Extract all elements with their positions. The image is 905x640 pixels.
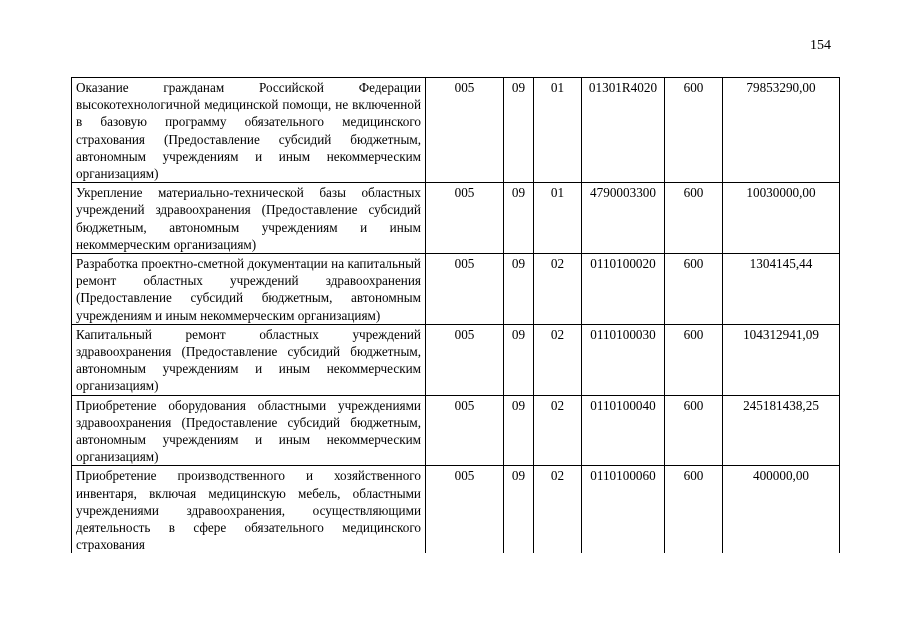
row-section-code: 09 [504, 254, 534, 325]
row-subsection-code: 02 [534, 466, 582, 554]
page-number: 154 [810, 38, 831, 53]
row-amount: 1304145,44 [723, 254, 840, 325]
row-description: Разработка проектно-сметной документации на капитальный ремонт областных учреждений здравоохранения (Предоставление субсидий бюджетным, автономным учреждениям и иным некоммерческим организациям) [72, 254, 426, 325]
row-expense-type: 600 [665, 324, 723, 395]
table-row [72, 78, 840, 183]
row-target-article: 0110100060 [582, 466, 665, 554]
table-row [72, 183, 840, 254]
row-target-article: 0110100040 [582, 395, 665, 466]
row-expense-type: 600 [665, 395, 723, 466]
row-description: Укрепление материально-технической базы областных учреждений здравоохранения (Предоставление субсидий бюджетным, автономным учреждениям и иным некоммерческим организациям) [72, 183, 426, 254]
row-amount: 104312941,09 [723, 324, 840, 395]
row-expense-type: 600 [665, 183, 723, 254]
row-subsection-code: 01 [534, 183, 582, 254]
row-amount: 79853290,00 [723, 78, 840, 183]
row-target-article: 0110100020 [582, 254, 665, 325]
row-amount: 245181438,25 [723, 395, 840, 466]
row-expense-type: 600 [665, 78, 723, 183]
table-row [72, 466, 840, 554]
row-section-code: 09 [504, 183, 534, 254]
table-row [72, 395, 840, 466]
row-amount: 10030000,00 [723, 183, 840, 254]
table-row [72, 254, 840, 325]
table-row [72, 324, 840, 395]
row-section-code: 09 [504, 324, 534, 395]
row-subsection-code: 02 [534, 395, 582, 466]
row-subsection-code: 02 [534, 324, 582, 395]
row-expense-type: 600 [665, 254, 723, 325]
row-subsection-code: 01 [534, 78, 582, 183]
row-ministry-code: 005 [426, 466, 504, 554]
row-ministry-code: 005 [426, 183, 504, 254]
row-amount: 400000,00 [723, 466, 840, 554]
row-target-article: 0110100030 [582, 324, 665, 395]
row-subsection-code: 02 [534, 254, 582, 325]
row-target-article: 01301R4020 [582, 78, 665, 183]
row-ministry-code: 005 [426, 395, 504, 466]
row-section-code: 09 [504, 395, 534, 466]
row-description: Приобретение оборудования областными учреждениями здравоохранения (Предоставление субсидий бюджетным, автономным учреждениям и иным некоммерческим организациям) [72, 395, 426, 466]
row-ministry-code: 005 [426, 254, 504, 325]
row-section-code: 09 [504, 466, 534, 554]
row-description: Оказание гражданам Российской Федерации высокотехнологичной медицинской помощи, не включенной в базовую программу обязательного медицинского страхования (Предоставление субсидий бюджетным, автономным учреждениям и иным некоммерческим организациям) [72, 78, 426, 183]
row-ministry-code: 005 [426, 78, 504, 183]
row-ministry-code: 005 [426, 324, 504, 395]
row-expense-type: 600 [665, 466, 723, 554]
row-description: Капитальный ремонт областных учреждений здравоохранения (Предоставление субсидий бюджетным, автономным учреждениям и иным некоммерческим организациям) [72, 324, 426, 395]
row-section-code: 09 [504, 78, 534, 183]
row-description: Приобретение производственного и хозяйственного инвентаря, включая медицинскую мебель, областными учреждениями здравоохранения, осуществляющими деятельность в сфере обязательного медицинского страхования [72, 466, 426, 554]
row-target-article: 4790003300 [582, 183, 665, 254]
budget-table [71, 77, 840, 553]
